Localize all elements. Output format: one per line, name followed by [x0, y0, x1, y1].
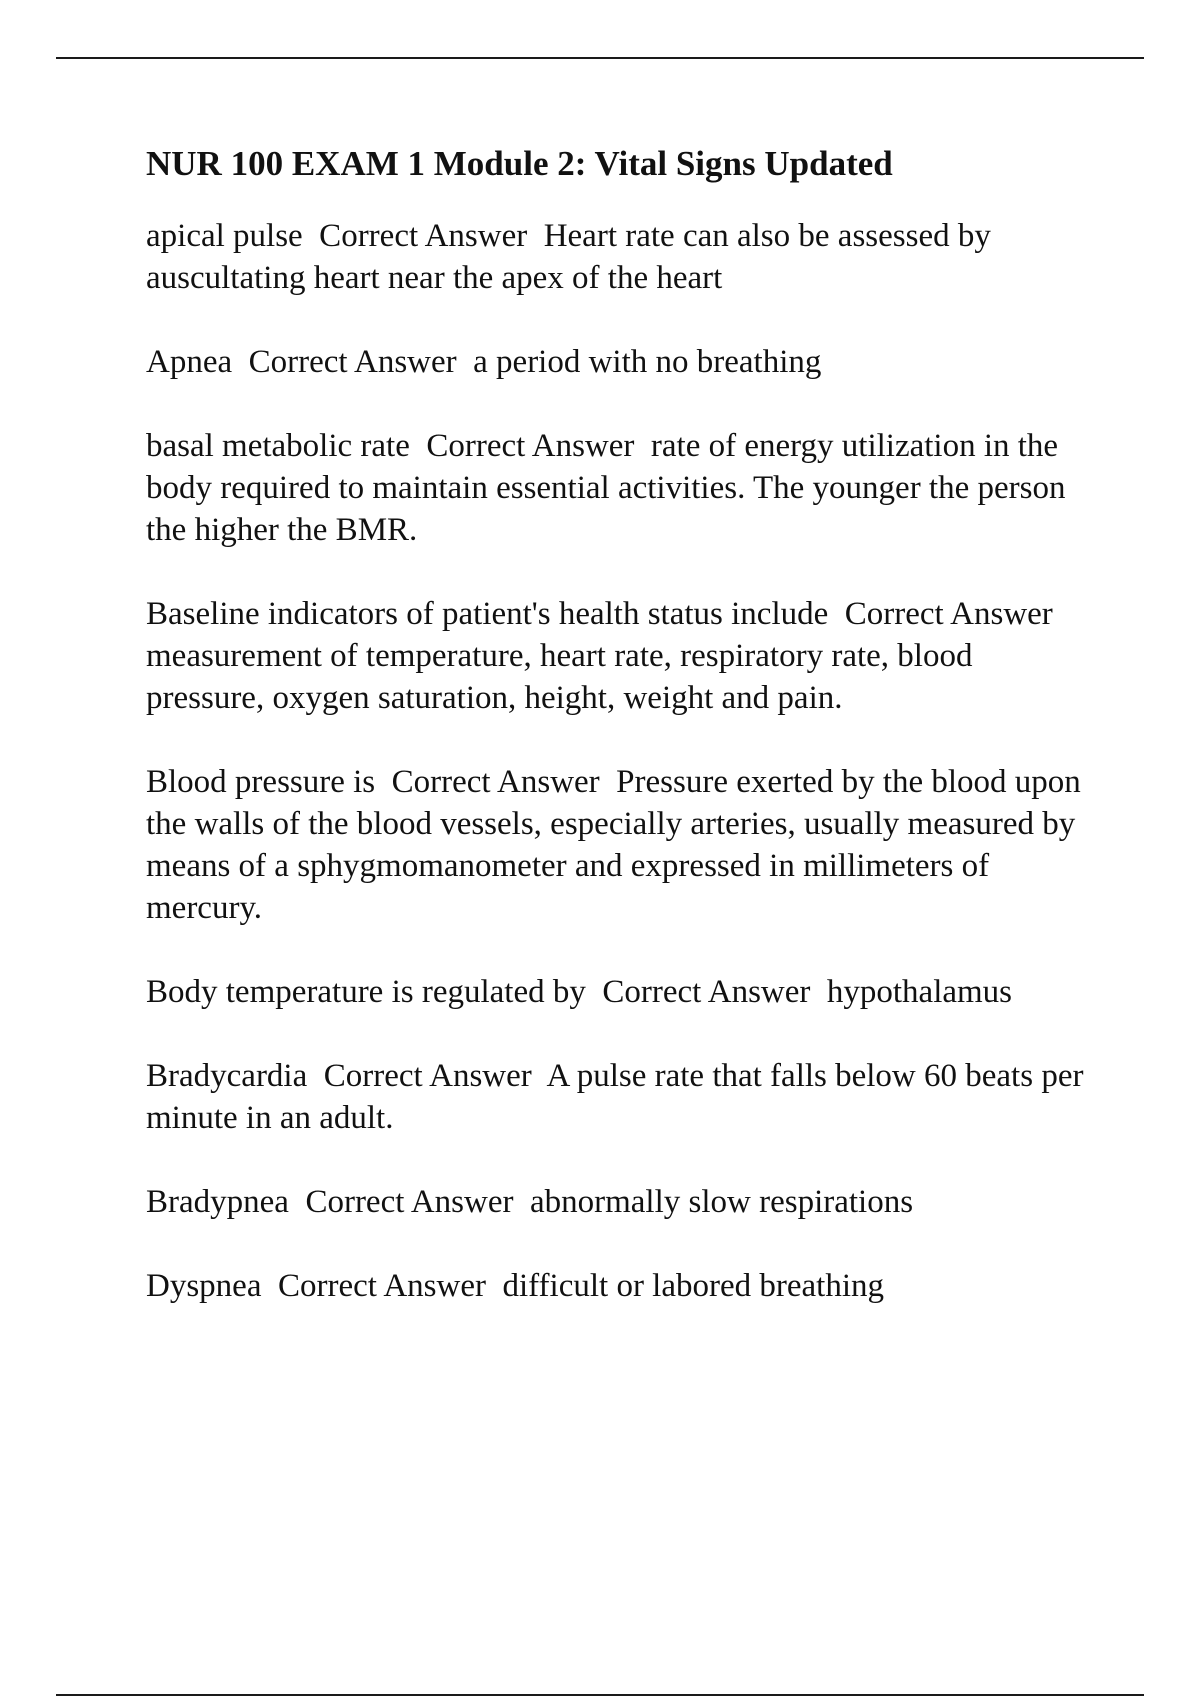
entry-blood-pressure: Blood pressure is Correct Answer Pressure exerted by the blood upon the walls of the blood vessels, especially arteries, usually measured by means of a sphygmomanometer and expressed in millimeters of mercury. [146, 764, 1090, 926]
entry-apnea: Apnea Correct Answer a period with no breathing [146, 344, 822, 380]
entry-apical-pulse: apical pulse Correct Answer Heart rate can also be assessed by auscultating heart near the apex of the heart [146, 218, 1000, 296]
entry-bradycardia: Bradycardia Correct Answer A pulse rate that falls below 60 beats per minute in an adult. [146, 1058, 1092, 1136]
top-divider [56, 57, 1144, 59]
document-body [146, 143, 1096, 1349]
entry-basal-metabolic-rate: basal metabolic rate Correct Answer rate of energy utilization in the body required to maintain essential activities. The younger the person the higher the BMR. [146, 428, 1074, 548]
bottom-divider [56, 1694, 1144, 1696]
entry-bradypnea: Bradypnea Correct Answer abnormally slow respirations [146, 1184, 914, 1220]
entry-body-temperature: Body temperature is regulated by Correct Answer hypothalamus [146, 974, 1013, 1010]
document-title: NUR 100 EXAM 1 Module 2: Vital Signs Updated [146, 144, 893, 183]
entry-dyspnea: Dyspnea Correct Answer difficult or labored breathing [146, 1268, 885, 1304]
entry-baseline-indicators: Baseline indicators of patient's health status include Correct Answer measurement of temperature, heart rate, respiratory rate, blood pressure, oxygen saturation, height, weight and pain. [146, 596, 1070, 716]
